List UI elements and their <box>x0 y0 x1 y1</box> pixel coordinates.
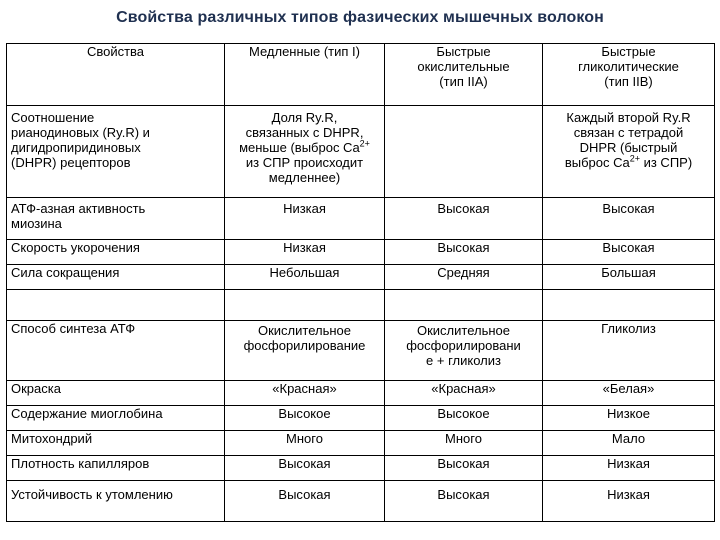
force-fast-oxidative: Средняя <box>385 264 543 289</box>
ryr-fast-glycolytic-cell: Каждый второй Ry.R связан с тетрадой DHPR (быстрый выброс $Ca^{2+}$ из СПР) <box>543 106 715 198</box>
color-fast-oxidative: «Красная» <box>385 381 543 406</box>
table-row <box>7 406 715 431</box>
table-row <box>7 264 715 289</box>
row-label-fatigue-resistance: Устойчивость к утомлению <box>7 481 225 522</box>
ryr-slow-cell: Доля Ry.R, связанных с DHPR, меньше (выброс $Ca^{2+}$ из СПР происходит медленнее) <box>225 106 385 198</box>
row-label-atp-synthesis: Способ синтеза АТФ <box>7 320 225 380</box>
table-row <box>7 456 715 481</box>
speed-fast-glycolytic: Высокая <box>543 239 715 264</box>
mitochondria-fast-glycolytic: Мало <box>543 431 715 456</box>
ryr-fast-oxidative-cell <box>385 106 543 198</box>
force-fast-glycolytic: Большая <box>543 264 715 289</box>
table-row <box>7 481 715 522</box>
page-title: Свойства различных типов фазических мышечных волокон <box>116 9 604 26</box>
fatigue-fast-oxidative: Высокая <box>385 481 543 522</box>
row-label-color: Окраска <box>7 381 225 406</box>
capillary-slow: Высокая <box>225 456 385 481</box>
atp-fast-oxidative: Окислительное фосфорилировани е + гликолиз <box>385 320 543 380</box>
header-slow: Медленные (тип I) <box>225 44 385 106</box>
header-fast-oxidative: Быстрые окислительные (тип IIA) <box>385 44 543 106</box>
row-label-mitochondria: Митохондрий <box>7 431 225 456</box>
fatigue-slow: Высокая <box>225 481 385 522</box>
atpase-fast-oxidative: Высокая <box>385 198 543 240</box>
myoglobin-fast-glycolytic: Низкое <box>543 406 715 431</box>
row-label-atpase: АТФ-азная активность миозина <box>7 198 225 240</box>
myoglobin-slow: Высокое <box>225 406 385 431</box>
row-label-myoglobin: Содержание миоглобина <box>7 406 225 431</box>
capillary-fast-glycolytic: Низкая <box>543 456 715 481</box>
row-label-ryr-ratio: Соотношение рианодиновых (Ry.R) и дигидропиридиновых (DHPR) рецепторов <box>7 106 225 198</box>
blank-row <box>7 289 715 320</box>
atp-slow: Окислительное фосфорилирование <box>225 320 385 380</box>
myoglobin-fast-oxidative: Высокое <box>385 406 543 431</box>
header-fast-glycolytic: Быстрые гликолитические (тип IIB) <box>543 44 715 106</box>
table-row <box>7 381 715 406</box>
table-row <box>7 106 715 198</box>
table-row <box>7 198 715 240</box>
table-row <box>7 431 715 456</box>
table-row <box>7 320 715 380</box>
row-label-contraction-force: Сила сокращения <box>7 264 225 289</box>
header-properties: Свойства <box>7 44 225 106</box>
speed-slow: Низкая <box>225 239 385 264</box>
capillary-fast-oxidative: Высокая <box>385 456 543 481</box>
fatigue-fast-glycolytic: Низкая <box>543 481 715 522</box>
color-fast-glycolytic: «Белая» <box>543 381 715 406</box>
row-label-shortening-speed: Скорость укорочения <box>7 239 225 264</box>
mitochondria-fast-oxidative: Много <box>385 431 543 456</box>
atpase-slow: Низкая <box>225 198 385 240</box>
row-label-capillary-density: Плотность капилляров <box>7 456 225 481</box>
atp-fast-glycolytic: Гликолиз <box>543 320 715 380</box>
color-slow: «Красная» <box>225 381 385 406</box>
header-row <box>7 44 715 106</box>
mitochondria-slow: Много <box>225 431 385 456</box>
fiber-properties-table <box>6 43 715 522</box>
force-slow: Небольшая <box>225 264 385 289</box>
atpase-fast-glycolytic: Высокая <box>543 198 715 240</box>
table-row <box>7 239 715 264</box>
speed-fast-oxidative: Высокая <box>385 239 543 264</box>
